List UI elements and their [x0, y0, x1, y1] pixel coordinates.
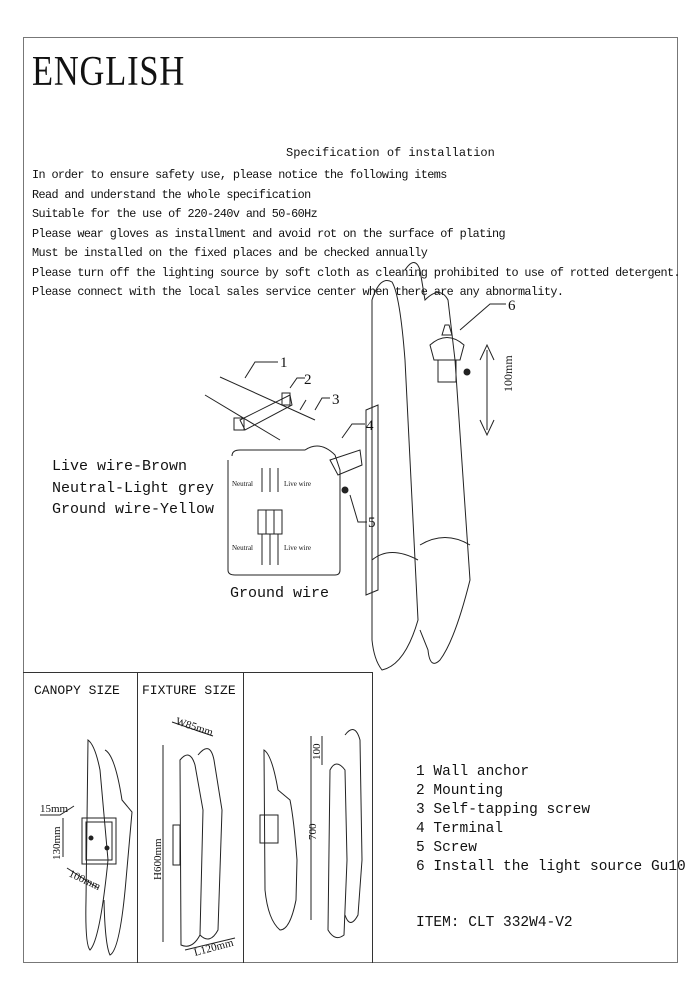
fixture-illustration	[366, 263, 470, 671]
wire-line: Ground wire-Yellow	[52, 501, 215, 518]
page-title: ENGLISH	[32, 49, 186, 95]
callout-3: 3	[332, 392, 340, 408]
spec-line: Please turn off the lighting source by soft cloth as cleaning prohibited to use of rotted detergent.	[32, 265, 680, 280]
part-item: 1 Wall anchor	[416, 764, 530, 780]
part-item: 4 Terminal	[416, 821, 504, 837]
dimension-arrow	[464, 345, 515, 435]
spec-heading: Specification of installation	[286, 146, 495, 160]
callout-2: 2	[304, 372, 312, 388]
live-label: Live wire	[284, 480, 312, 488]
part-item: 5 Screw	[416, 840, 477, 856]
mounting-bracket	[205, 377, 315, 440]
gu10-bulb-icon	[430, 325, 464, 382]
part-item: 2 Mounting	[416, 783, 504, 799]
canopy-size-label: CANOPY SIZE	[34, 683, 120, 698]
divider	[137, 672, 138, 963]
canopy-height: 130mm	[51, 826, 63, 860]
spec-line: Please wear gloves as installment and avoid rot on the surface of plating	[32, 226, 505, 241]
wire-line: Live wire-Brown	[52, 458, 188, 475]
fixture-width: W85mm	[174, 715, 215, 739]
canopy-depth: 15mm	[40, 803, 69, 815]
callout-5: 5	[368, 515, 376, 531]
callouts	[245, 298, 516, 531]
overall-height: 700	[307, 823, 319, 840]
fixture-size-label: FIXTURE SIZE	[142, 683, 236, 698]
callout-6: 6	[508, 298, 516, 314]
dimension-label: 100mm	[501, 355, 515, 392]
canopy-width: 100mm	[66, 867, 103, 893]
fixture-height: H600mm	[152, 838, 164, 880]
spec-line: In order to ensure safety use, please notice the following items	[32, 168, 447, 182]
ground-wire-label: Ground wire	[230, 585, 330, 602]
part-item: 3 Self-tapping screw	[416, 802, 591, 818]
wiring-detail	[228, 446, 362, 575]
callout-1: 1	[280, 355, 288, 371]
live-label: Live wire	[284, 544, 312, 552]
neutral-label: Neutral	[232, 480, 253, 488]
spec-line: Please connect with the local sales service center when there are any abnormality.	[32, 285, 564, 299]
callout-4: 4	[366, 418, 374, 434]
neutral-label: Neutral	[232, 544, 253, 552]
fixture-length: L120mm	[192, 936, 235, 959]
divider	[243, 672, 244, 963]
overall-offset: 100	[311, 743, 323, 760]
spec-line: Suitable for the use of 220-240v and 50-60Hz	[32, 207, 318, 221]
size-panel	[23, 672, 373, 963]
spec-line: Must be installed on the fixed places and be checked annually	[32, 246, 428, 260]
parts-list	[416, 763, 686, 877]
spec-line: Read and understand the whole specification	[32, 187, 311, 202]
part-item: 6 Install the light source Gu10	[416, 859, 686, 875]
item-code: ITEM: CLT 332W4-V2	[416, 915, 573, 931]
wire-line: Neutral-Light grey	[52, 479, 215, 497]
